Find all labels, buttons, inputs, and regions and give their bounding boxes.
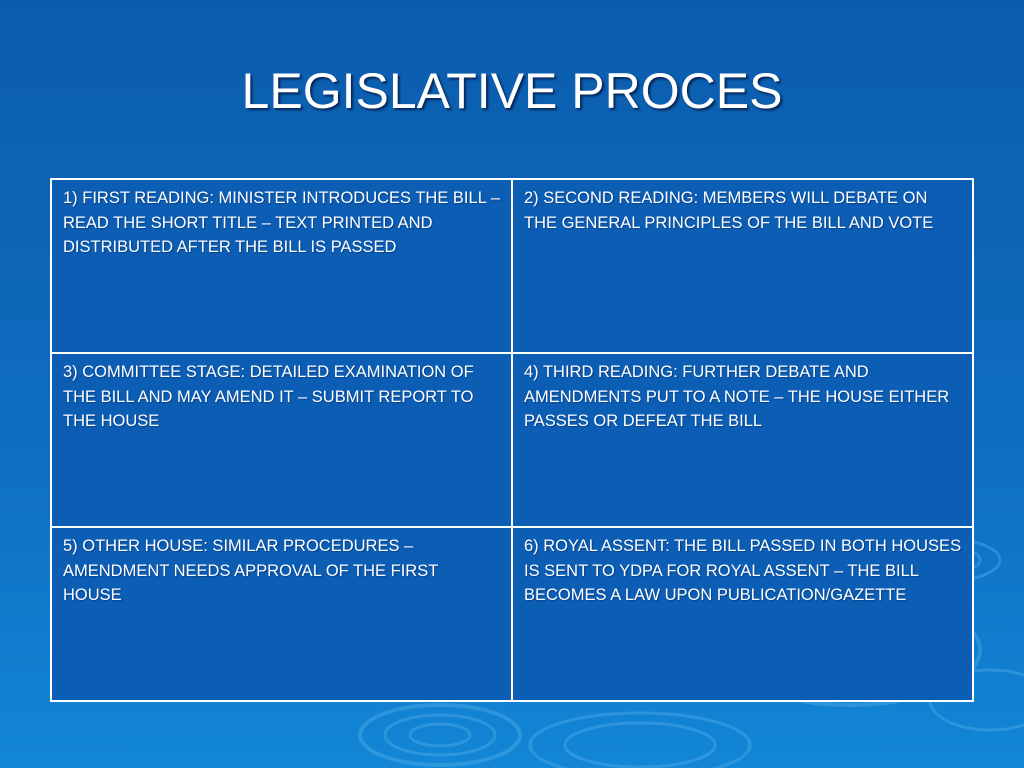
slide-title: LEGISLATIVE PROCES <box>241 63 783 119</box>
table-cell-step-4: 4) THIRD READING: FURTHER DEBATE AND AMENDMENTS PUT TO A NOTE – THE HOUSE EITHER PASSES OR DEFEAT THE BILL <box>512 353 973 527</box>
table-cell-step-2: 2) SECOND READING: MEMBERS WILL DEBATE ON THE GENERAL PRINCIPLES OF THE BILL AND VOTE <box>512 179 973 353</box>
table-cell-step-3: 3) COMMITTEE STAGE: DETAILED EXAMINATION OF THE BILL AND MAY AMEND IT – SUBMIT REPORT TO THE HOUSE <box>51 353 512 527</box>
table-cell-step-5: 5) OTHER HOUSE: SIMILAR PROCEDURES – AMENDMENT NEEDS APPROVAL OF THE FIRST HOUSE <box>51 527 512 701</box>
table-row <box>51 527 973 701</box>
table-cell-step-1: 1) FIRST READING: MINISTER INTRODUCES THE BILL – READ THE SHORT TITLE – TEXT PRINTED AND DISTRIBUTED AFTER THE BILL IS PASSED <box>51 179 512 353</box>
table-cell-step-6: 6) ROYAL ASSENT: THE BILL PASSED IN BOTH HOUSES IS SENT TO YDPA FOR ROYAL ASSENT – THE BILL BECOMES A LAW UPON PUBLICATION/GAZETTE <box>512 527 973 701</box>
table-row <box>51 353 973 527</box>
table-row <box>51 179 973 353</box>
legislative-process-table <box>50 178 974 702</box>
